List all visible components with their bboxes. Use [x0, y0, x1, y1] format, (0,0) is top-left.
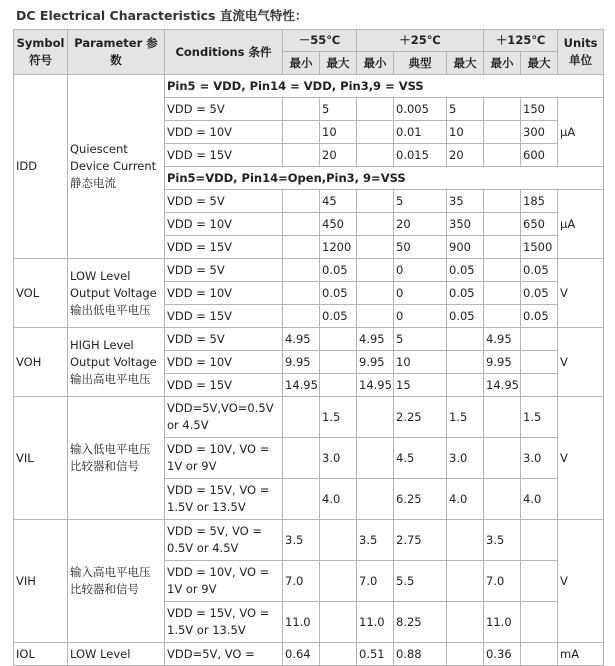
value-cell: 7.0 — [283, 561, 320, 602]
value-cell: 14.95 — [283, 374, 320, 397]
value-cell — [357, 479, 394, 520]
parameter-cell: LOW Level — [68, 643, 165, 666]
value-cell: 10 — [447, 121, 484, 144]
header-max: 最大 — [320, 52, 357, 75]
value-cell — [521, 561, 558, 602]
value-cell: 9.95 — [283, 351, 320, 374]
value-cell: 9.95 — [357, 351, 394, 374]
value-cell: 450 — [320, 213, 357, 236]
value-cell: 11.0 — [283, 602, 320, 643]
value-cell — [283, 282, 320, 305]
value-cell: 7.0 — [484, 561, 521, 602]
value-cell — [484, 213, 521, 236]
value-cell: 0.88 — [394, 643, 447, 666]
value-cell: 4.95 — [484, 328, 521, 351]
value-cell: 0.05 — [320, 305, 357, 328]
value-cell — [320, 520, 357, 561]
value-cell: 5 — [447, 98, 484, 121]
value-cell — [521, 351, 558, 374]
value-cell — [357, 121, 394, 144]
value-cell: 20 — [394, 213, 447, 236]
value-cell: 900 — [447, 236, 484, 259]
value-cell: 11.0 — [484, 602, 521, 643]
value-cell: 5.5 — [394, 561, 447, 602]
value-cell: 14.95 — [357, 374, 394, 397]
value-cell: 3.0 — [521, 438, 558, 479]
value-cell — [320, 561, 357, 602]
value-cell — [283, 121, 320, 144]
value-cell — [521, 374, 558, 397]
symbol-cell: VOL — [14, 259, 68, 328]
value-cell — [484, 479, 521, 520]
value-cell: 3.0 — [447, 438, 484, 479]
value-cell — [484, 121, 521, 144]
symbol-cell: IDD — [14, 75, 68, 259]
value-cell: 0.05 — [320, 259, 357, 282]
value-cell — [357, 397, 394, 438]
parameter-cell: 输入高电平电压 比较器和信号 — [68, 520, 165, 643]
value-cell — [283, 144, 320, 167]
value-cell — [521, 602, 558, 643]
condition-cell: VDD = 15V — [165, 236, 283, 259]
value-cell: 3.5 — [283, 520, 320, 561]
value-cell: 14.95 — [484, 374, 521, 397]
value-cell: 0.05 — [521, 305, 558, 328]
symbol-cell: IOL — [14, 643, 68, 666]
value-cell — [357, 236, 394, 259]
value-cell: 0.05 — [447, 259, 484, 282]
condition-cell: VDD = 5V — [165, 190, 283, 213]
header-temp-minus55: －55℃ — [283, 30, 357, 52]
value-cell: 10 — [394, 351, 447, 374]
value-cell — [447, 351, 484, 374]
value-cell: 0.015 — [394, 144, 447, 167]
value-cell: 0.36 — [484, 643, 521, 666]
header-units: Units 单位 — [558, 30, 604, 75]
unit-cell: V — [558, 397, 604, 520]
value-cell: 0.05 — [521, 259, 558, 282]
value-cell: 1500 — [521, 236, 558, 259]
condition-cell: VDD = 10V — [165, 121, 283, 144]
value-cell: 350 — [447, 213, 484, 236]
condition-cell: VDD = 5V, VO = 0.5V or 4.5V — [165, 520, 283, 561]
value-cell: 600 — [521, 144, 558, 167]
value-cell — [357, 305, 394, 328]
value-cell: 300 — [521, 121, 558, 144]
value-cell — [283, 305, 320, 328]
value-cell: 0.005 — [394, 98, 447, 121]
value-cell — [447, 520, 484, 561]
value-cell — [320, 328, 357, 351]
value-cell: 45 — [320, 190, 357, 213]
value-cell: 0.51 — [357, 643, 394, 666]
value-cell — [357, 213, 394, 236]
value-cell: 35 — [447, 190, 484, 213]
unit-cell: V — [558, 259, 604, 328]
value-cell: 150 — [521, 98, 558, 121]
condition-cell: VDD=5V,VO=0.5V or 4.5V — [165, 397, 283, 438]
header-parameter: Parameter 参数 — [68, 30, 165, 75]
value-cell: 0.05 — [447, 282, 484, 305]
value-cell: 8.25 — [394, 602, 447, 643]
value-cell: 0 — [394, 305, 447, 328]
condition-group-header: Pin5=VDD, Pin14=Open,Pin3, 9=VSS — [165, 167, 604, 190]
value-cell: 2.25 — [394, 397, 447, 438]
value-cell: 2.75 — [394, 520, 447, 561]
value-cell — [357, 259, 394, 282]
value-cell: 0.05 — [320, 282, 357, 305]
condition-cell: VDD = 15V, VO = 1.5V or 13.5V — [165, 602, 283, 643]
value-cell: 6.25 — [394, 479, 447, 520]
value-cell — [357, 282, 394, 305]
symbol-cell: VIL — [14, 397, 68, 520]
header-symbol: Symbol 符号 — [14, 30, 68, 75]
value-cell — [283, 190, 320, 213]
value-cell — [320, 351, 357, 374]
value-cell: 0.01 — [394, 121, 447, 144]
value-cell: 10 — [320, 121, 357, 144]
value-cell — [283, 98, 320, 121]
value-cell: 4.0 — [320, 479, 357, 520]
value-cell: 4.0 — [521, 479, 558, 520]
value-cell: 15 — [394, 374, 447, 397]
value-cell: 11.0 — [357, 602, 394, 643]
value-cell — [484, 282, 521, 305]
value-cell — [447, 602, 484, 643]
value-cell: 0.05 — [521, 282, 558, 305]
table-title: DC Electrical Characteristics 直流电气特性： — [16, 8, 308, 23]
value-cell: 3.0 — [320, 438, 357, 479]
value-cell: 5 — [394, 190, 447, 213]
value-cell: 1.5 — [521, 397, 558, 438]
value-cell: 1.5 — [320, 397, 357, 438]
value-cell: 0 — [394, 282, 447, 305]
unit-cell: μA — [558, 190, 604, 259]
header-typ: 典型 — [394, 52, 447, 75]
value-cell: 7.0 — [357, 561, 394, 602]
value-cell — [283, 438, 320, 479]
header-temp-25: ＋25℃ — [357, 30, 484, 52]
value-cell: 0 — [394, 259, 447, 282]
condition-cell: VDD = 10V, VO = 1V or 9V — [165, 561, 283, 602]
value-cell — [484, 190, 521, 213]
header-min: 最小 — [357, 52, 394, 75]
parameter-cell: Quiescent Device Current 静态电流 — [68, 75, 165, 259]
value-cell: 9.95 — [484, 351, 521, 374]
value-cell — [484, 259, 521, 282]
value-cell — [357, 438, 394, 479]
value-cell: 3.5 — [357, 520, 394, 561]
header-min: 最小 — [484, 52, 521, 75]
value-cell: 1.5 — [447, 397, 484, 438]
value-cell — [447, 328, 484, 351]
unit-cell: mA — [558, 643, 604, 666]
value-cell — [447, 374, 484, 397]
value-cell: 20 — [447, 144, 484, 167]
value-cell — [357, 98, 394, 121]
condition-cell: VDD = 15V, VO = 1.5V or 13.5V — [165, 479, 283, 520]
value-cell — [283, 479, 320, 520]
value-cell — [357, 144, 394, 167]
condition-cell: VDD=5V, VO = — [165, 643, 283, 666]
condition-cell: VDD = 10V — [165, 213, 283, 236]
value-cell — [320, 643, 357, 666]
value-cell — [357, 190, 394, 213]
parameter-cell: LOW Level Output Voltage 输出低电平电压 — [68, 259, 165, 328]
value-cell: 4.5 — [394, 438, 447, 479]
value-cell: 4.0 — [447, 479, 484, 520]
condition-cell: VDD = 5V — [165, 98, 283, 121]
unit-cell: V — [558, 520, 604, 643]
value-cell — [484, 397, 521, 438]
value-cell — [447, 643, 484, 666]
parameter-cell: HIGH Level Output Voltage 输出高电平电压 — [68, 328, 165, 397]
value-cell — [484, 144, 521, 167]
value-cell: 0.64 — [283, 643, 320, 666]
value-cell — [283, 213, 320, 236]
condition-cell: VDD = 10V — [165, 351, 283, 374]
value-cell: 5 — [394, 328, 447, 351]
value-cell — [484, 98, 521, 121]
condition-cell: VDD = 10V, VO = 1V or 9V — [165, 438, 283, 479]
header-max: 最大 — [447, 52, 484, 75]
header-min: 最小 — [283, 52, 320, 75]
value-cell — [484, 305, 521, 328]
value-cell: 650 — [521, 213, 558, 236]
condition-cell: VDD = 15V — [165, 144, 283, 167]
condition-group-header: Pin5 = VDD, Pin14 = VDD, Pin3,9 = VSS — [165, 75, 604, 98]
value-cell — [283, 259, 320, 282]
value-cell: 50 — [394, 236, 447, 259]
condition-cell: VDD = 15V — [165, 374, 283, 397]
symbol-cell: VOH — [14, 328, 68, 397]
unit-cell: μA — [558, 98, 604, 167]
condition-cell: VDD = 15V — [165, 305, 283, 328]
value-cell — [320, 602, 357, 643]
condition-cell: VDD = 10V — [165, 282, 283, 305]
header-temp-125: ＋125℃ — [484, 30, 558, 52]
value-cell — [447, 561, 484, 602]
value-cell: 4.95 — [283, 328, 320, 351]
value-cell — [283, 397, 320, 438]
value-cell: 3.5 — [484, 520, 521, 561]
value-cell: 0.05 — [447, 305, 484, 328]
value-cell: 4.95 — [357, 328, 394, 351]
value-cell — [484, 236, 521, 259]
parameter-cell: 输入低电平电压 比较器和信号 — [68, 397, 165, 520]
value-cell: 185 — [521, 190, 558, 213]
value-cell — [484, 438, 521, 479]
symbol-cell: VIH — [14, 520, 68, 643]
value-cell — [283, 236, 320, 259]
value-cell: 20 — [320, 144, 357, 167]
value-cell — [521, 520, 558, 561]
value-cell — [320, 374, 357, 397]
dc-characteristics-table — [13, 29, 604, 666]
condition-cell: VDD = 5V — [165, 259, 283, 282]
unit-cell: V — [558, 328, 604, 397]
condition-cell: VDD = 5V — [165, 328, 283, 351]
header-max: 最大 — [521, 52, 558, 75]
value-cell — [521, 643, 558, 666]
value-cell — [521, 328, 558, 351]
value-cell: 1200 — [320, 236, 357, 259]
value-cell: 5 — [320, 98, 357, 121]
header-conditions: Conditions 条件 — [165, 30, 283, 75]
